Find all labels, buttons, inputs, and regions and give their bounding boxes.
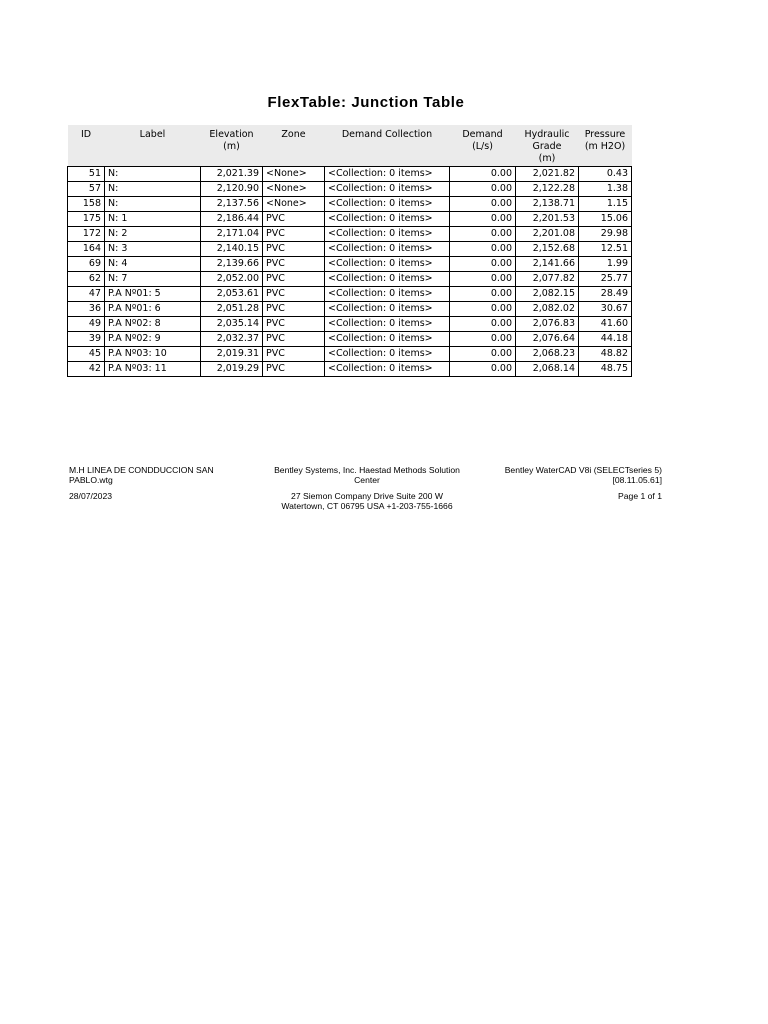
cell-demand: 0.00 <box>450 167 516 182</box>
cell-id: 62 <box>68 272 105 287</box>
cell-elevation: 2,035.14 <box>201 317 263 332</box>
cell-demand-collection: <Collection: 0 items> <box>325 287 450 302</box>
cell-id: 164 <box>68 242 105 257</box>
cell-demand: 0.00 <box>450 362 516 377</box>
company-address: 27 Siemon Company Drive Suite 200 W Watertown, CT 06795 USA +1-203-755-1666 <box>281 491 453 511</box>
company-name: Bentley Systems, Inc. Haestad Methods Solution Center <box>274 465 460 485</box>
cell-id: 45 <box>68 347 105 362</box>
cell-demand: 0.00 <box>450 317 516 332</box>
cell-hydraulic-grade: 2,076.64 <box>516 332 579 347</box>
cell-zone: PVC <box>263 347 325 362</box>
cell-id: 158 <box>68 197 105 212</box>
cell-elevation: 2,051.28 <box>201 302 263 317</box>
cell-demand: 0.00 <box>450 212 516 227</box>
cell-zone: PVC <box>263 302 325 317</box>
cell-pressure: 1.15 <box>579 197 632 212</box>
cell-elevation: 2,052.00 <box>201 272 263 287</box>
cell-demand-collection: <Collection: 0 items> <box>325 227 450 242</box>
cell-demand: 0.00 <box>450 332 516 347</box>
cell-demand-collection: <Collection: 0 items> <box>325 167 450 182</box>
cell-hydraulic-grade: 2,021.82 <box>516 167 579 182</box>
cell-label: P.A Nº02: 9 <box>105 332 201 347</box>
table-row <box>68 227 632 242</box>
cell-demand: 0.00 <box>450 347 516 362</box>
table-row <box>68 197 632 212</box>
cell-demand-collection: <Collection: 0 items> <box>325 332 450 347</box>
cell-demand: 0.00 <box>450 182 516 197</box>
table-row <box>68 212 632 227</box>
cell-hydraulic-grade: 2,138.71 <box>516 197 579 212</box>
cell-demand: 0.00 <box>450 302 516 317</box>
cell-label: P.A Nº03: 11 <box>105 362 201 377</box>
cell-demand-collection: <Collection: 0 items> <box>325 212 450 227</box>
cell-pressure: 28.49 <box>579 287 632 302</box>
cell-label: P.A Nº03: 10 <box>105 347 201 362</box>
table-row <box>68 182 632 197</box>
cell-hydraulic-grade: 2,082.02 <box>516 302 579 317</box>
cell-elevation: 2,171.04 <box>201 227 263 242</box>
cell-pressure: 29.98 <box>579 227 632 242</box>
cell-hydraulic-grade: 2,068.14 <box>516 362 579 377</box>
cell-hydraulic-grade: 2,122.28 <box>516 182 579 197</box>
cell-demand-collection: <Collection: 0 items> <box>325 257 450 272</box>
cell-hydraulic-grade: 2,076.83 <box>516 317 579 332</box>
cell-pressure: 41.60 <box>579 317 632 332</box>
product-version: Bentley WaterCAD V8i (SELECTseries 5) [08.11.05.61] <box>504 465 662 485</box>
cell-label: N: 1 <box>105 212 201 227</box>
cell-label: N: 7 <box>105 272 201 287</box>
cell-zone: <None> <box>263 197 325 212</box>
cell-demand: 0.00 <box>450 287 516 302</box>
cell-hydraulic-grade: 2,152.68 <box>516 242 579 257</box>
column-header-id: ID <box>68 125 105 167</box>
cell-hydraulic-grade: 2,068.23 <box>516 347 579 362</box>
table-row <box>68 317 632 332</box>
cell-demand-collection: <Collection: 0 items> <box>325 197 450 212</box>
cell-zone: PVC <box>263 362 325 377</box>
cell-demand-collection: <Collection: 0 items> <box>325 347 450 362</box>
column-header-label: Label <box>105 125 201 167</box>
cell-id: 175 <box>68 212 105 227</box>
cell-label: N: <box>105 167 201 182</box>
cell-zone: PVC <box>263 212 325 227</box>
table-row <box>68 347 632 362</box>
cell-pressure: 12.51 <box>579 242 632 257</box>
cell-id: 39 <box>68 332 105 347</box>
cell-elevation: 2,140.15 <box>201 242 263 257</box>
report-date: 28/07/2023 <box>69 491 113 501</box>
cell-demand: 0.00 <box>450 257 516 272</box>
cell-label: P.A Nº01: 6 <box>105 302 201 317</box>
cell-elevation: 2,021.39 <box>201 167 263 182</box>
table-header-row <box>68 125 632 167</box>
cell-pressure: 0.43 <box>579 167 632 182</box>
junction-table <box>67 125 632 377</box>
cell-label: P.A Nº02: 8 <box>105 317 201 332</box>
cell-pressure: 15.06 <box>579 212 632 227</box>
page-number: Page 1 of 1 <box>618 491 662 501</box>
cell-label: P.A Nº01: 5 <box>105 287 201 302</box>
cell-demand: 0.00 <box>450 272 516 287</box>
cell-zone: PVC <box>263 287 325 302</box>
table-body <box>68 167 632 377</box>
cell-label: N: <box>105 182 201 197</box>
cell-elevation: 2,139.66 <box>201 257 263 272</box>
cell-label: N: 2 <box>105 227 201 242</box>
cell-zone: PVC <box>263 242 325 257</box>
column-header-demand: Demand (L/s) <box>450 125 516 167</box>
cell-elevation: 2,137.56 <box>201 197 263 212</box>
table-row <box>68 362 632 377</box>
cell-demand: 0.00 <box>450 242 516 257</box>
cell-demand-collection: <Collection: 0 items> <box>325 242 450 257</box>
cell-label: N: <box>105 197 201 212</box>
cell-id: 36 <box>68 302 105 317</box>
cell-hydraulic-grade: 2,141.66 <box>516 257 579 272</box>
cell-id: 172 <box>68 227 105 242</box>
column-header-zone: Zone <box>263 125 325 167</box>
cell-id: 69 <box>68 257 105 272</box>
cell-elevation: 2,019.29 <box>201 362 263 377</box>
table-row <box>68 332 632 347</box>
cell-demand: 0.00 <box>450 227 516 242</box>
column-header-elevation: Elevation (m) <box>201 125 263 167</box>
cell-id: 47 <box>68 287 105 302</box>
column-header-hydraulic-grade: Hydraulic Grade (m) <box>516 125 579 167</box>
cell-id: 49 <box>68 317 105 332</box>
project-filename: M.H LINEA DE CONDDUCCION SAN PABLO.wtg <box>69 465 214 485</box>
table-row <box>68 272 632 287</box>
cell-id: 51 <box>68 167 105 182</box>
page-title: FlexTable: Junction Table <box>267 94 465 111</box>
cell-pressure: 48.82 <box>579 347 632 362</box>
cell-elevation: 2,186.44 <box>201 212 263 227</box>
cell-id: 57 <box>68 182 105 197</box>
column-header-pressure: Pressure (m H2O) <box>579 125 632 167</box>
cell-demand-collection: <Collection: 0 items> <box>325 302 450 317</box>
cell-id: 42 <box>68 362 105 377</box>
cell-pressure: 48.75 <box>579 362 632 377</box>
column-header-demand-collection: Demand Collection <box>325 125 450 167</box>
cell-zone: PVC <box>263 332 325 347</box>
cell-zone: PVC <box>263 227 325 242</box>
cell-zone: PVC <box>263 272 325 287</box>
table-row <box>68 167 632 182</box>
cell-label: N: 4 <box>105 257 201 272</box>
table-row <box>68 302 632 317</box>
cell-demand-collection: <Collection: 0 items> <box>325 272 450 287</box>
cell-zone: <None> <box>263 182 325 197</box>
cell-elevation: 2,032.37 <box>201 332 263 347</box>
cell-demand-collection: <Collection: 0 items> <box>325 317 450 332</box>
cell-zone: PVC <box>263 317 325 332</box>
cell-pressure: 1.38 <box>579 182 632 197</box>
cell-elevation: 2,120.90 <box>201 182 263 197</box>
cell-zone: <None> <box>263 167 325 182</box>
cell-zone: PVC <box>263 257 325 272</box>
cell-hydraulic-grade: 2,082.15 <box>516 287 579 302</box>
table-row <box>68 257 632 272</box>
cell-pressure: 25.77 <box>579 272 632 287</box>
cell-hydraulic-grade: 2,201.53 <box>516 212 579 227</box>
cell-hydraulic-grade: 2,201.08 <box>516 227 579 242</box>
cell-pressure: 30.67 <box>579 302 632 317</box>
cell-pressure: 1.99 <box>579 257 632 272</box>
cell-demand-collection: <Collection: 0 items> <box>325 182 450 197</box>
cell-hydraulic-grade: 2,077.82 <box>516 272 579 287</box>
table-row <box>68 242 632 257</box>
cell-elevation: 2,019.31 <box>201 347 263 362</box>
cell-demand: 0.00 <box>450 197 516 212</box>
cell-demand-collection: <Collection: 0 items> <box>325 362 450 377</box>
table-row <box>68 287 632 302</box>
cell-pressure: 44.18 <box>579 332 632 347</box>
cell-label: N: 3 <box>105 242 201 257</box>
cell-elevation: 2,053.61 <box>201 287 263 302</box>
